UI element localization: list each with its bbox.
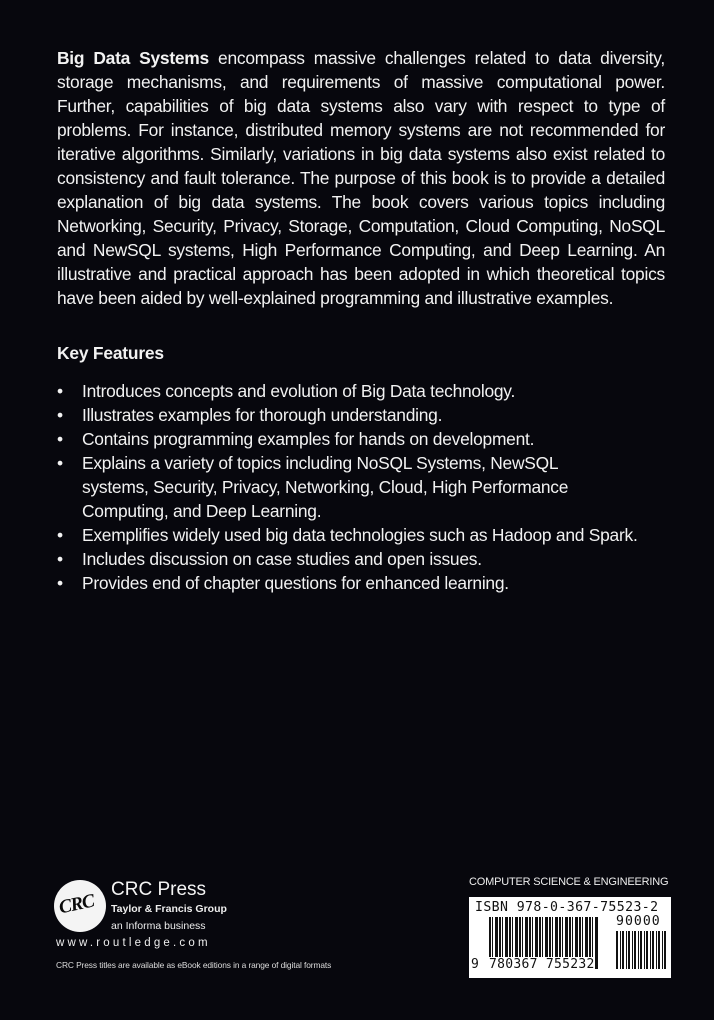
bullet-icon: • [57, 429, 63, 449]
key-features-title: Key Features [57, 343, 164, 363]
feature-item: • Explains a variety of topics including NoSQL Systems, NewSQL systems, Security, Privacy, Networking, Cloud, High Performance Computing, and Deep Learning. [57, 453, 569, 521]
bullet-icon: • [57, 549, 63, 569]
description-text: encompass massive challenges related to data diversity, storage mechanisms, and requirements of massive computational power. Further, capabilities of big data systems also vary with respect to type of problems. For instance, distributed memory systems are not recommended for iterative algorithms. Similarly, variations in big data systems also exist related to consistency and fault tolerance. The purpose of this book is to provide a detailed explanation of big data systems. The book covers various topics including Networking, Security, Privacy, Storage, Computation, Cloud Computing, NoSQL and NewSQL systems, High Performance Computing, and Deep Learning. An illustrative and practical approach has been adopted in which theoretical topics have been aided by well-explained programming and illustrative examples. [57, 48, 666, 308]
feature-item: • Exemplifies widely used big data technologies such as Hadoop and Spark. [57, 525, 638, 545]
price-barcode-icon [616, 931, 666, 969]
feature-item: • Provides end of chapter questions for enhanced learning. [57, 573, 509, 593]
feature-item: • Introduces concepts and evolution of Big Data technology. [57, 381, 516, 401]
publisher-informa: an Informa business [111, 920, 206, 932]
ean-lead-digit: 9 [471, 957, 480, 972]
ean-digits: 780367 755232 [489, 957, 595, 972]
crc-logo-icon: CRC [54, 880, 106, 932]
publisher-name: CRC Press [111, 879, 207, 900]
bullet-icon: • [57, 525, 63, 545]
publisher-group: Taylor & Francis Group [111, 903, 227, 915]
publisher-url: www.routledge.com [56, 937, 211, 949]
key-features-list [57, 379, 657, 595]
bullet-icon: • [57, 381, 63, 401]
book-description [57, 46, 665, 310]
subject-category: COMPUTER SCIENCE & ENGINEERING [469, 876, 669, 888]
description-lead: Big Data Systems [57, 48, 209, 68]
feature-item: • Includes discussion on case studies and open issues. [57, 549, 482, 569]
ebook-note: CRC Press titles are available as eBook editions in a range of digital formats [56, 960, 332, 970]
bullet-icon: • [57, 573, 63, 593]
isbn-barcode [469, 897, 671, 978]
feature-item: • Contains programming examples for hands on development. [57, 429, 535, 449]
price-code: 90000 [616, 914, 661, 929]
isbn-text: ISBN 978-0-367-75523-2 [475, 900, 659, 915]
feature-item: • Illustrates examples for thorough understanding. [57, 405, 443, 425]
bullet-icon: • [57, 453, 63, 473]
bullet-icon: • [57, 405, 63, 425]
